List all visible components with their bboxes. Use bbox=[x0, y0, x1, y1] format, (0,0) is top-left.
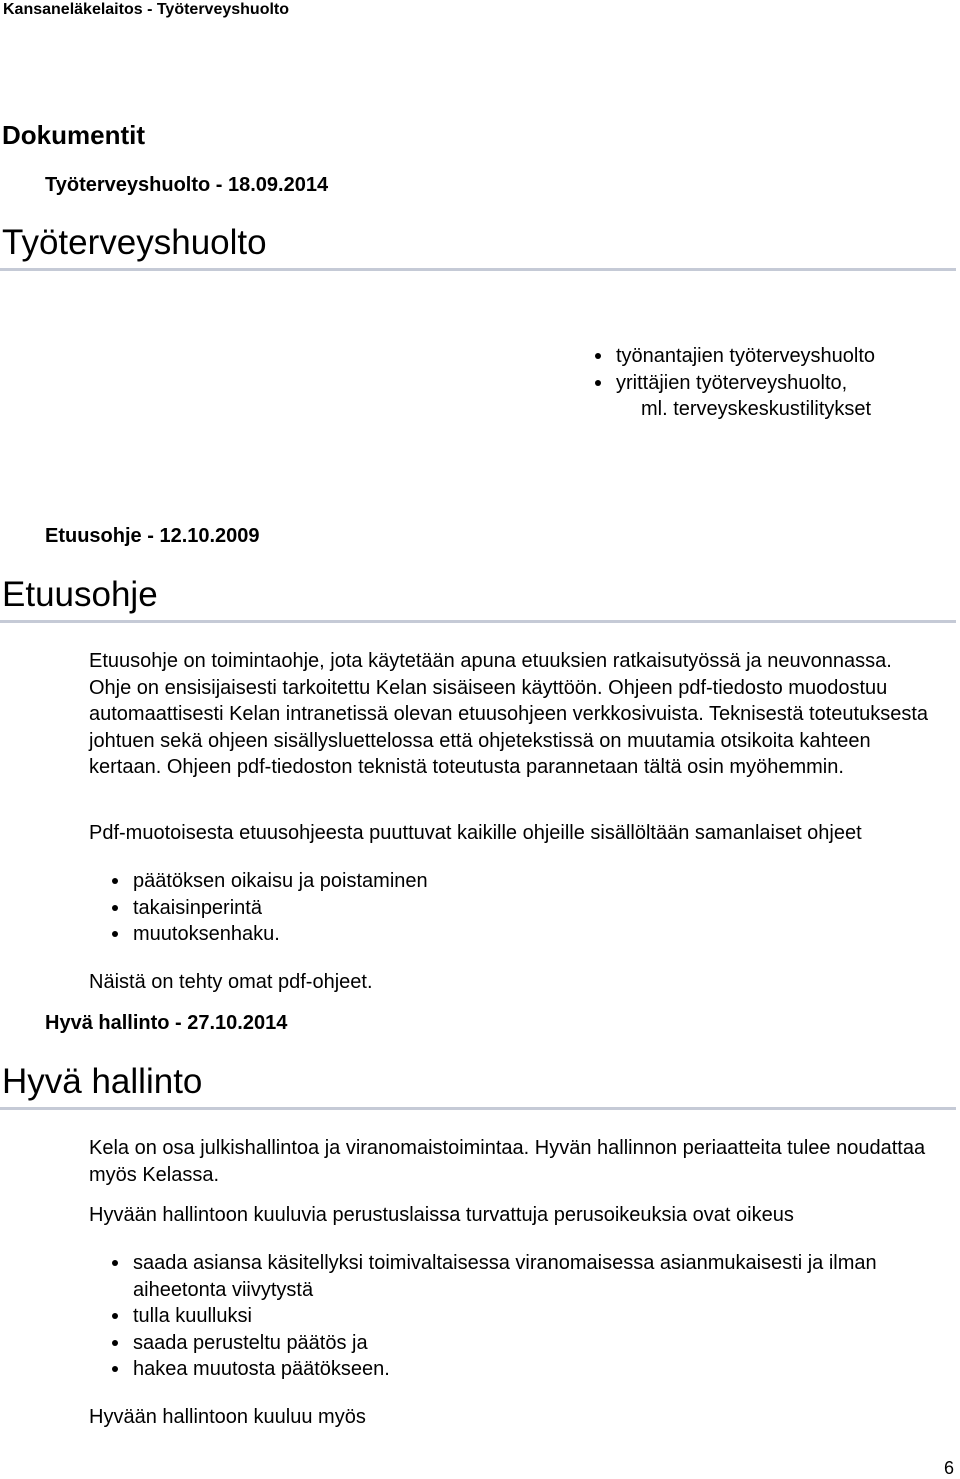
page-number: 6 bbox=[944, 1458, 955, 1478]
list-item: työnantajien työterveyshuolto bbox=[572, 343, 875, 370]
section-bullet-list bbox=[89, 1250, 959, 1383]
section-intro-text: Pdf-muotoisesta etuusohjeesta puuttuvat kaikille ohjeille sisällöltään samanlaiset ohjeet bbox=[89, 822, 862, 844]
section-title: Työterveyshuolto bbox=[2, 223, 267, 262]
section-paragraph: Kela on osa julkishallintoa ja viranomaistoimintaa. Hyvän hallinnon periaatteita tulee noudattaa myös Kelassa. bbox=[89, 1137, 926, 1186]
list-item: päätöksen oikaisu ja poistaminen bbox=[89, 868, 428, 895]
list-item: muutoksenhaku. bbox=[89, 921, 428, 948]
section-intro-text: Hyvään hallintoon kuuluvia perustuslaissa turvattuja perusoikeuksia ovat oikeus bbox=[89, 1204, 794, 1226]
list-item: saada perusteltu päätös ja bbox=[89, 1330, 959, 1357]
section-bullet-list bbox=[572, 343, 875, 396]
section-date-title: Hyvä hallinto - 27.10.2014 bbox=[45, 1012, 288, 1034]
documents-heading: Dokumentit bbox=[2, 120, 145, 150]
list-item: tulla kuulluksi bbox=[89, 1303, 959, 1330]
section-title: Etuusohje bbox=[2, 575, 158, 614]
section-divider bbox=[0, 268, 956, 271]
list-item: hakea muutosta päätökseen. bbox=[89, 1356, 959, 1383]
section-outro-text: Näistä on tehty omat pdf-ohjeet. bbox=[89, 971, 373, 993]
section-outro-text: Hyvään hallintoon kuuluu myös bbox=[89, 1406, 366, 1428]
list-item: saada asiansa käsitellyksi toimivaltaisessa viranomaisessa asianmukaisesti ja ilman aiheetonta viivytystä bbox=[89, 1250, 959, 1303]
section-divider bbox=[0, 620, 956, 623]
list-item-continuation: ml. terveyskeskustilitykset bbox=[641, 398, 872, 420]
site-title: Kansaneläkelaitos - Työterveyshuolto bbox=[3, 1, 290, 18]
section-title: Hyvä hallinto bbox=[2, 1062, 203, 1101]
section-paragraph: Etuusohje on toimintaohje, jota käytetään apuna etuuksien ratkaisutyössä ja neuvonnassa. Ohje on ensisijaisesti tarkoitettu Kelan sisäiseen käyttöön. Ohjeen pdf-tiedosto muodostuu automaattisesti Kelan intranetissä olevan etuusohjeen verkkosivuista. Teknisestä toteutuksesta johtuen sekä ohjeen sisällysluettelossa että ohjetekstissä on muutamia otsikoita kahteen kertaan. Ohjeen pdf-tiedoston teknistä toteutusta parannetaan tältä osin myöhemmin. bbox=[89, 650, 929, 778]
list-item: takaisinperintä bbox=[89, 895, 428, 922]
section-bullet-list bbox=[89, 868, 428, 948]
list-item: yrittäjien työterveyshuolto, bbox=[572, 370, 875, 397]
section-date-title: Etuusohje - 12.10.2009 bbox=[45, 525, 260, 547]
section-date-title: Työterveyshuolto - 18.09.2014 bbox=[45, 174, 329, 196]
section-divider bbox=[0, 1107, 956, 1110]
